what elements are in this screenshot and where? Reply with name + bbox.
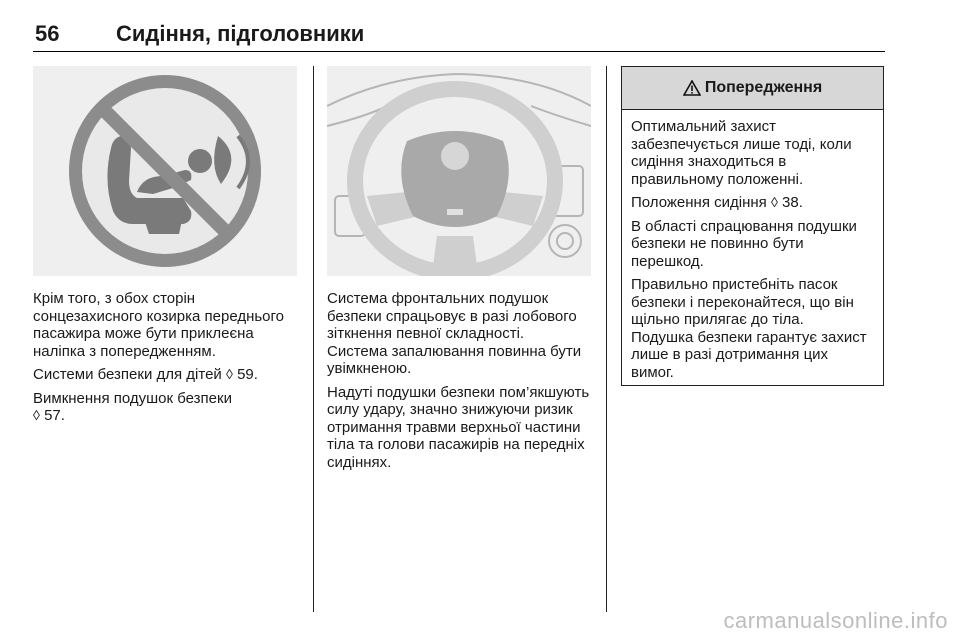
page-number: 56 [35,21,60,46]
warning-paragraph-guarantee: Подушка безпеки гарантує захист лише в разі дотримання цих вимог. [631,328,867,381]
paragraph-child-restraint-ref [33,366,301,384]
warning-body [622,110,883,381]
page-title: Сидіння, підголовники [116,21,365,46]
reference-text: Системи безпеки для дітей [33,366,222,383]
reference-arrow-icon: ◊ [33,407,40,423]
no-rear-facing-child-seat-icon [33,66,297,276]
warning-title: Попередження [704,79,823,96]
warning-triangle-icon [683,80,701,96]
reference-text: Вимкнення подушок безпеки [33,389,232,407]
warning-paragraph-seat-position: Оптимальний захист забезпечується лише тоді, коли сидіння знаходиться в правильному положенні. [631,118,852,188]
reference-arrow-icon: ◊ [225,366,233,382]
paragraph-inflated-airbags: Надуті подушки безпеки пом’якшують силу удару, значно знижуючи ризик отримання травми верхньої частини тіла та голови пасажирів на передніх сидіннях. [327,383,590,471]
paragraph-airbag-deactivation-ref [33,390,301,425]
reference-page-link[interactable]: 59. [237,366,258,383]
warning-header [622,67,883,110]
reference-text: Положення сидіння [631,194,767,211]
paragraph-frontal-airbag: Система фронтальних подушок безпеки спрацьовує в разі лобового зіткнення певної складності. [327,290,577,342]
warning-paragraph-obstacles: В області спрацювання подушки безпеки не повинно бути перешкод. [631,217,857,270]
reference-arrow-icon: ◊ [770,194,778,210]
column-2-text [327,290,597,477]
figure-steering-wheel [327,66,591,276]
steering-wheel-airbag-icon [327,66,591,276]
column-1-text [33,290,301,431]
paragraph-ignition: Система запалювання повинна бути увімкненою. [327,342,582,377]
watermark: carmanualsonline.info [723,608,948,633]
column-divider-1 [313,66,314,612]
header-rule [33,51,885,52]
figure-airbag-warning [33,66,297,276]
warning-paragraph-seat-ref [631,194,873,212]
warning-paragraph-seat-belt: Правильно пристебніть пасок безпеки і переконайтеся, що він щільно прилягає до тіла. [631,276,854,328]
warning-box [621,66,884,386]
reference-page-link[interactable]: 38. [782,194,803,211]
reference-page-link[interactable]: 57. [44,407,65,424]
paragraph-sun-visor-label: Крім того, з обох сторін сонцезахисного козирка переднього пасажира може бути приклеєна наліпка з попередженням. [33,290,285,360]
column-divider-2 [606,66,607,612]
